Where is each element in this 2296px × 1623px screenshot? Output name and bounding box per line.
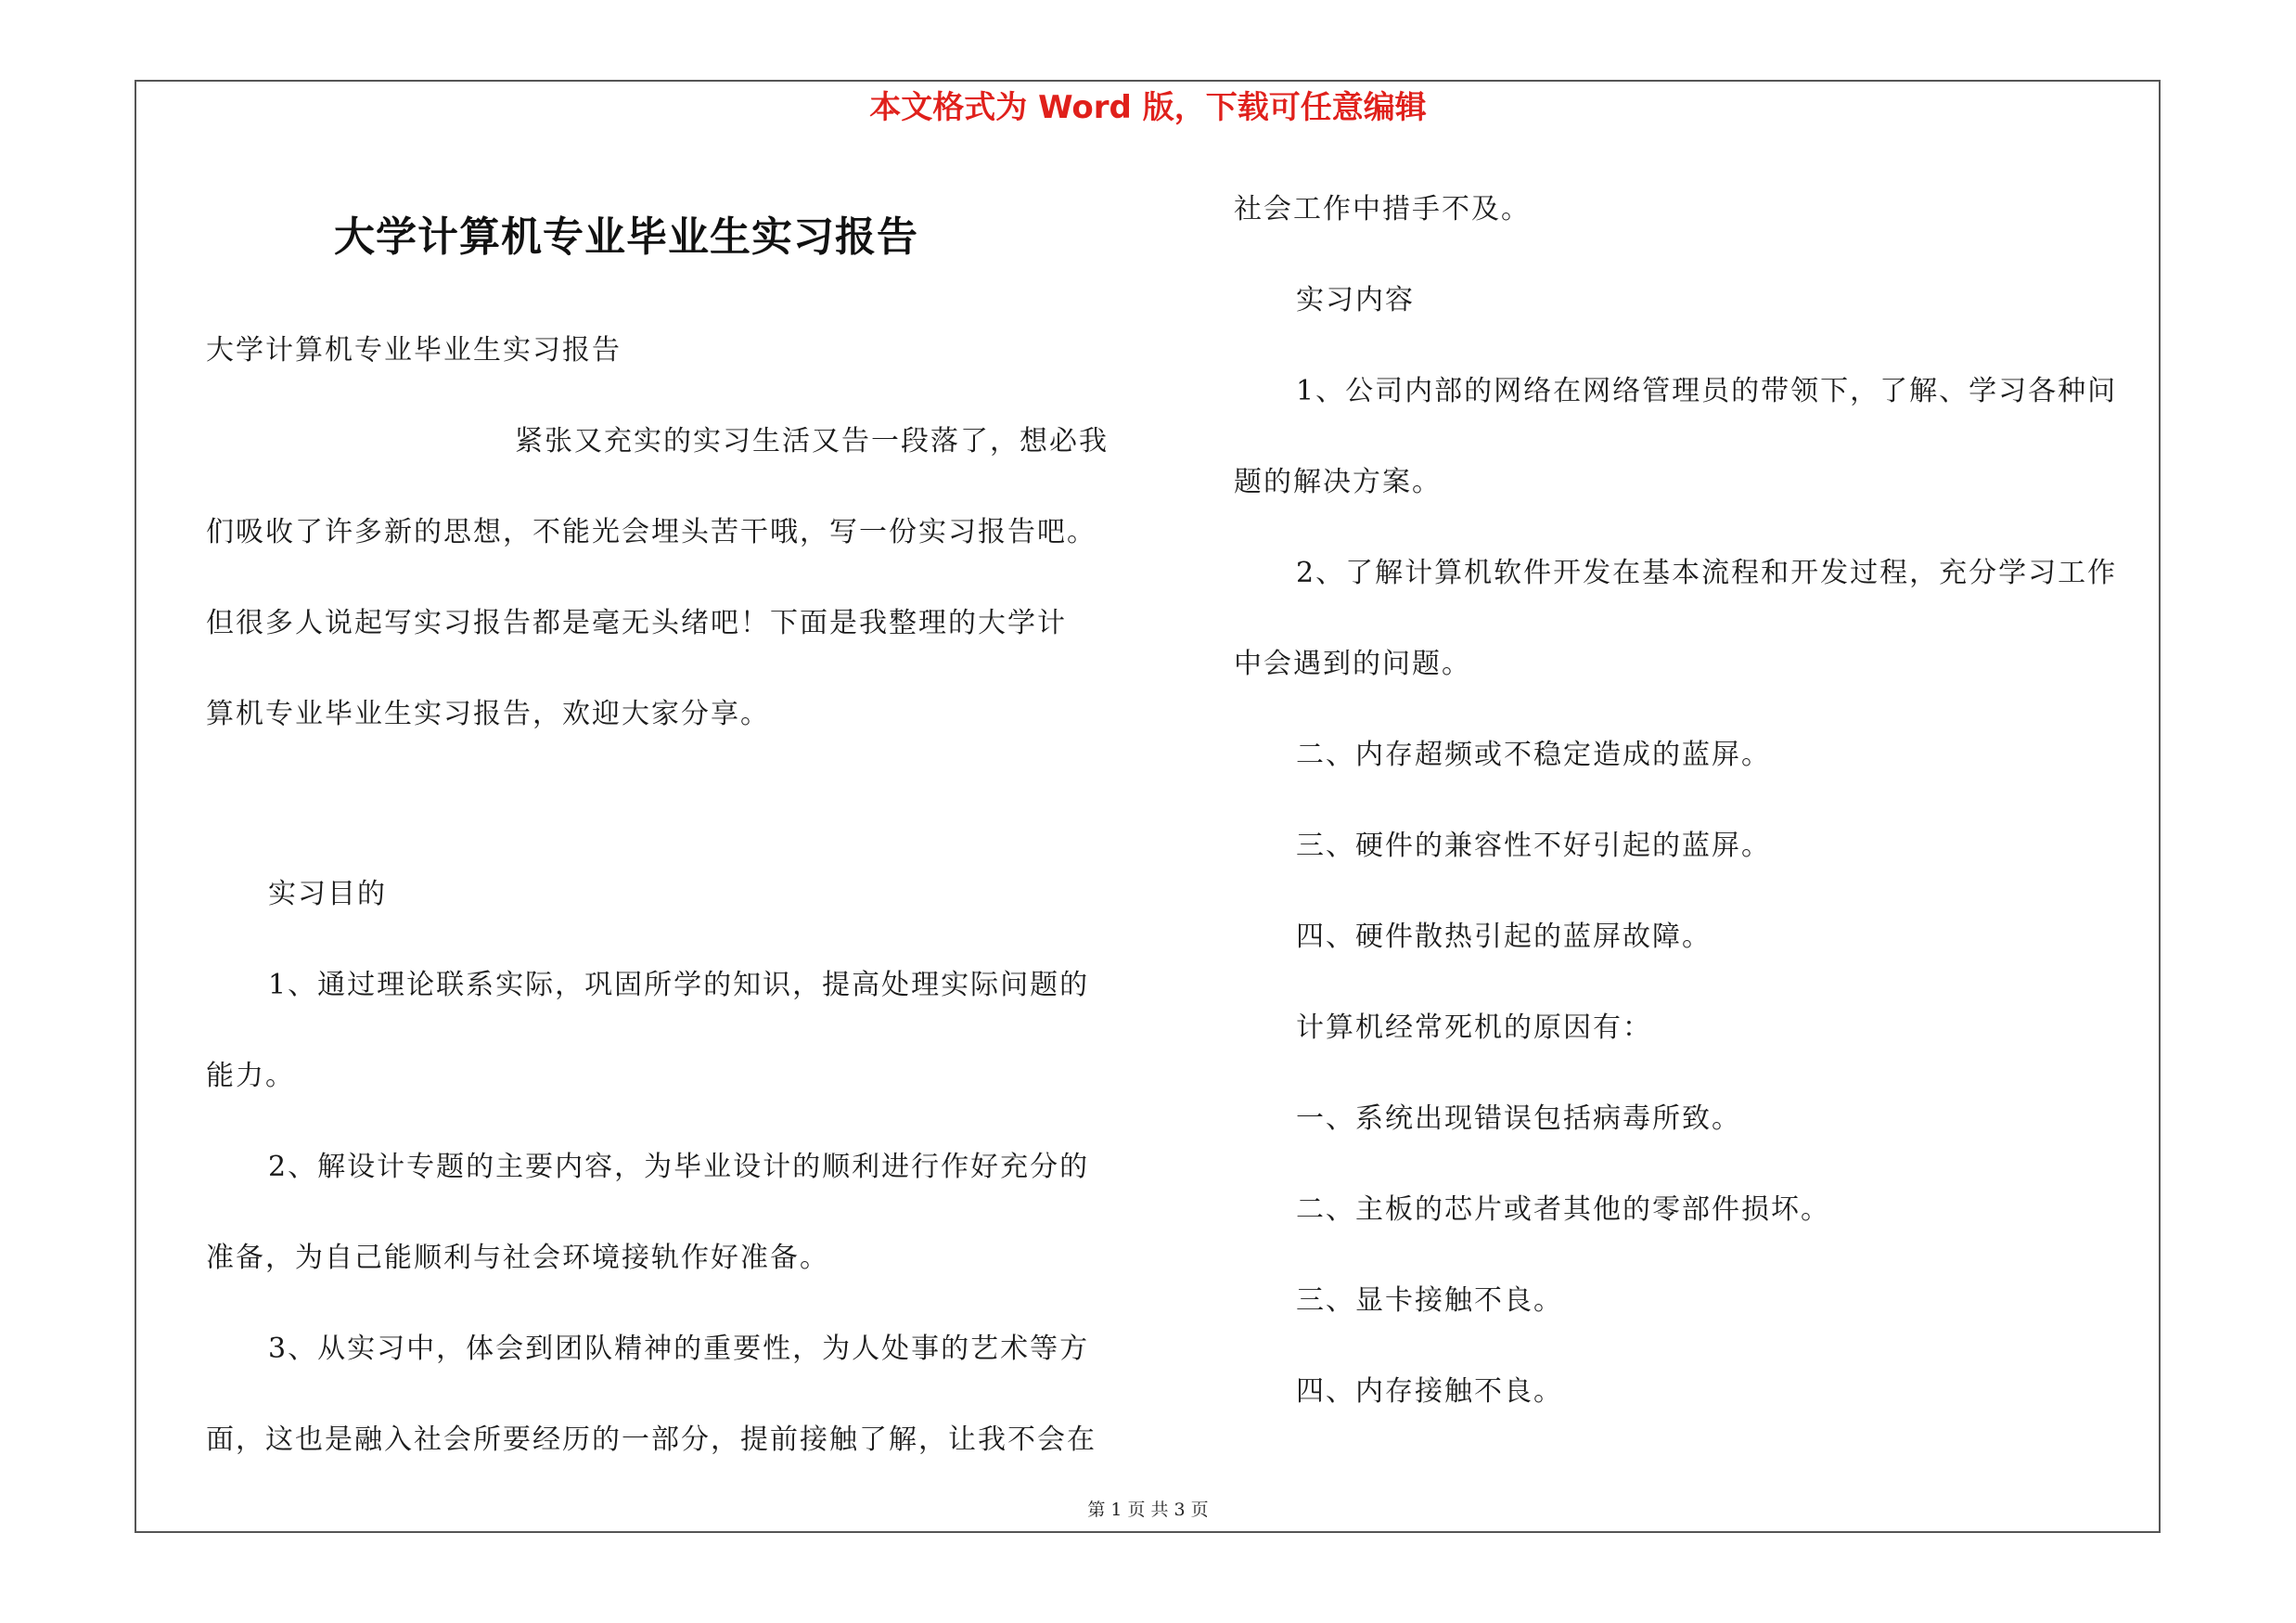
page-number-footer: 第 1 页 共 3 页	[1087, 1500, 1209, 1520]
paragraph-line: 2、了解计算机软件开发在基本流程和开发过程，充分学习工作	[1296, 557, 2118, 589]
list-item: 二、主板的芯片或者其他的零部件损坏。	[1296, 1193, 1830, 1226]
paragraph-line: 2、解设计专题的主要内容，为毕业设计的顺利进行作好充分的	[268, 1151, 1090, 1183]
paragraph-line: 计算机经常死机的原因有：	[1296, 1011, 1652, 1044]
paragraph-line: 算机专业毕业生实习报告，欢迎大家分享。	[206, 698, 770, 730]
list-item: 三、显卡接触不良。	[1296, 1284, 1563, 1317]
section-heading: 实习内容	[1296, 284, 1415, 316]
list-item: 三、硬件的兼容性不好引起的蓝屏。	[1296, 830, 1771, 862]
paragraph-line: 准备，为自己能顺利与社会环境接轨作好准备。	[206, 1242, 829, 1274]
word-format-banner: 本文格式为 Word 版，下载可任意编辑	[869, 89, 1427, 126]
paragraph-line: 1、通过理论联系实际，巩固所学的知识，提高处理实际问题的	[268, 969, 1090, 1001]
page-frame	[135, 80, 2161, 1533]
paragraph-line: 社会工作中措手不及。	[1234, 193, 1531, 225]
paragraph-line: 紧张又充实的实习生活又告一段落了，想必我	[515, 425, 1109, 457]
list-item: 四、内存接触不良。	[1296, 1375, 1563, 1408]
paragraph-line: 们吸收了许多新的思想，不能光会埋头苦干哦，写一份实习报告吧。	[206, 516, 1097, 548]
paragraph-line: 3、从实习中，体会到团队精神的重要性，为人处事的艺术等方	[268, 1333, 1090, 1365]
list-item: 二、内存超频或不稳定造成的蓝屏。	[1296, 739, 1771, 771]
paragraph-line: 题的解决方案。	[1234, 466, 1442, 498]
list-item: 四、硬件散热引起的蓝屏故障。	[1296, 921, 1712, 953]
paragraph-line: 能力。	[206, 1060, 295, 1092]
paragraph-line: 面，这也是融入社会所要经历的一部分，提前接触了解，让我不会在	[206, 1423, 1097, 1456]
document-title: 大学计算机专业毕业生实习报告	[334, 213, 918, 261]
section-heading: 实习目的	[268, 878, 387, 910]
paragraph-line: 1、公司内部的网络在网络管理员的带领下，了解、学习各种问	[1296, 375, 2118, 407]
paragraph-line: 但很多人说起写实习报告都是毫无头绪吧！下面是我整理的大学计	[206, 607, 1067, 639]
subtitle-line: 大学计算机专业毕业生实习报告	[206, 334, 622, 367]
paragraph-line: 中会遇到的问题。	[1234, 648, 1471, 680]
list-item: 一、系统出现错误包括病毒所致。	[1296, 1102, 1741, 1135]
